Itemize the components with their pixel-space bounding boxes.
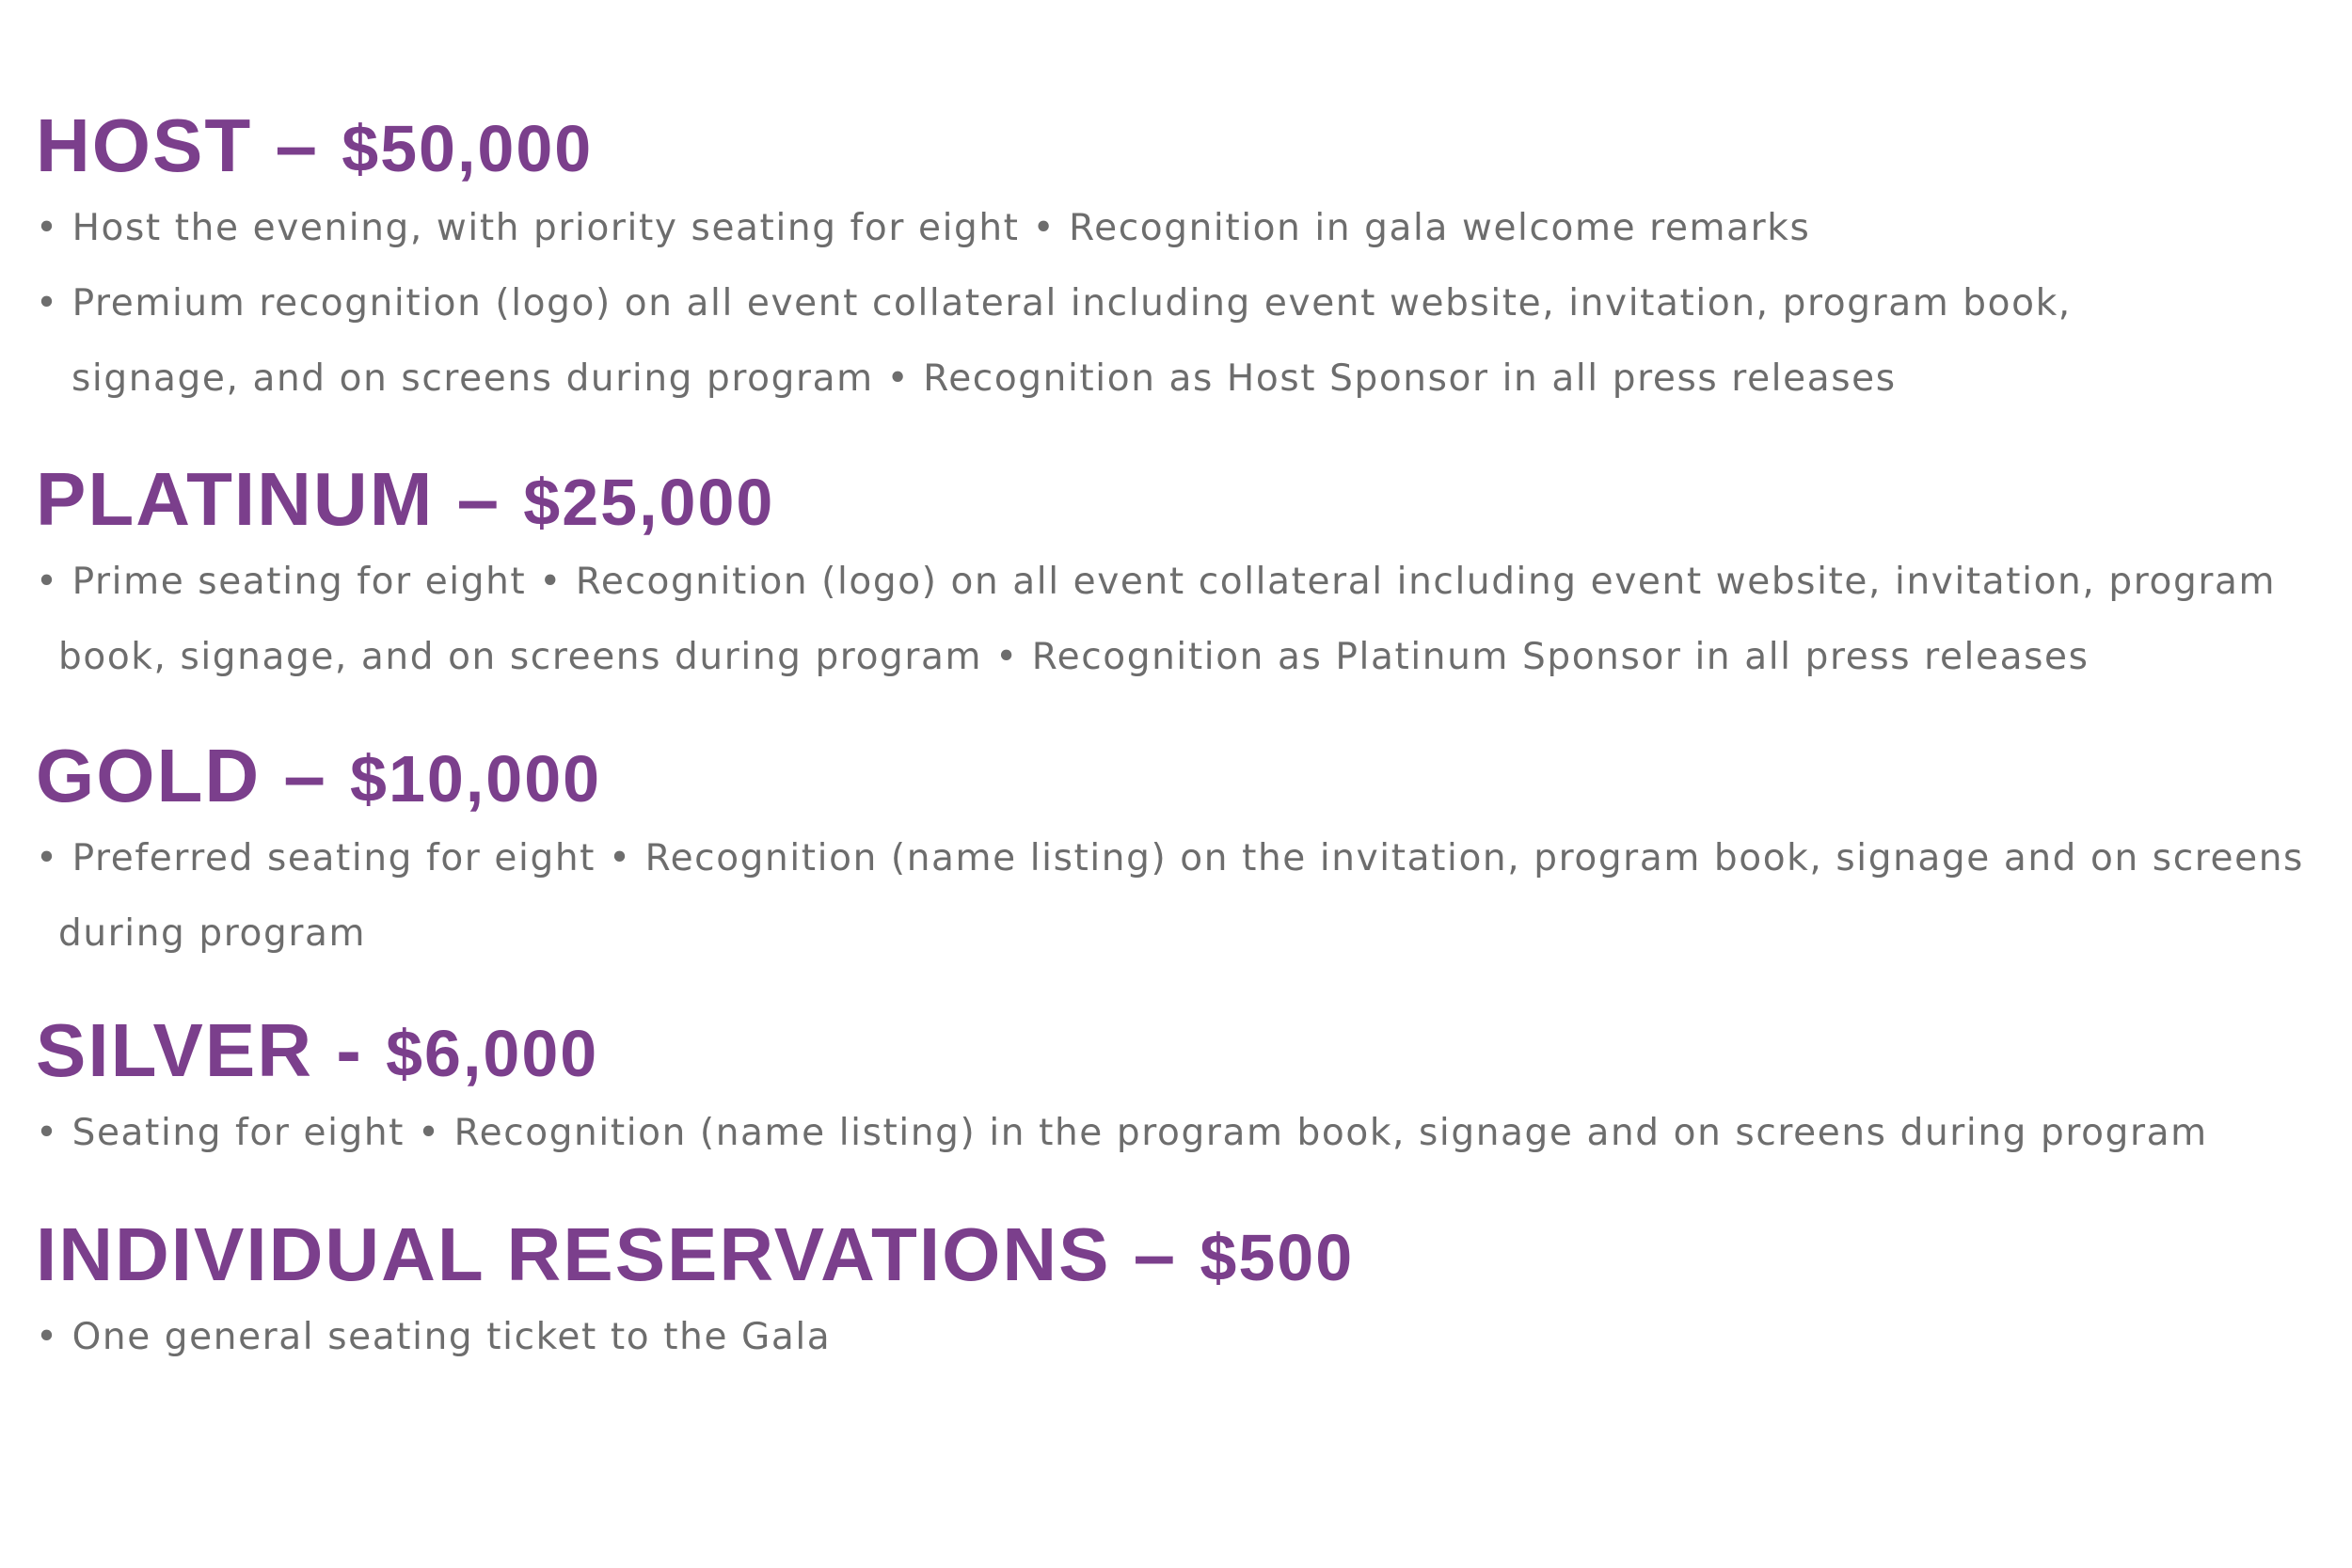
tier-amount: $25,000 xyxy=(523,466,775,539)
tier-benefit-line: book, signage, and on screens during program • Recognition as Platinum Sponsor in all press releases xyxy=(58,636,2090,678)
tier-benefit-line: • Preferred seating for eight • Recognition (name listing) on the invitation, program book, signage and on screens xyxy=(36,837,2304,879)
tier-name: PLATINUM xyxy=(36,457,435,541)
tier-amount: $50,000 xyxy=(342,112,594,185)
tier-benefit-line: during program xyxy=(58,912,367,955)
tier-separator: - xyxy=(313,1008,387,1092)
tier-title xyxy=(36,457,2331,545)
tier-separator: – xyxy=(434,457,524,541)
tier-individual-reservations xyxy=(36,1212,2331,1375)
tier-title xyxy=(36,103,2331,191)
tier-name: HOST xyxy=(36,103,253,187)
tier-title xyxy=(36,1008,2331,1096)
tier-amount: $6,000 xyxy=(386,1017,599,1090)
tier-host xyxy=(36,103,2331,417)
tier-title xyxy=(36,1212,2331,1300)
tier-benefit-line: • Host the evening, with priority seating for eight • Recognition in gala welcome remarks xyxy=(36,207,1811,249)
tier-name: INDIVIDUAL RESERVATIONS xyxy=(36,1212,1111,1296)
tier-separator: – xyxy=(1110,1212,1200,1296)
tier-benefit-line: signage, and on screens during program • Recognition as Host Sponsor in all press releases xyxy=(72,357,1897,400)
tier-amount: $500 xyxy=(1200,1221,1355,1294)
tier-name: SILVER xyxy=(36,1008,314,1092)
tier-benefit-line: • Seating for eight • Recognition (name listing) in the program book, signage and on screens during program xyxy=(36,1112,2208,1154)
tier-amount: $10,000 xyxy=(350,742,602,816)
tier-silver xyxy=(36,1008,2331,1171)
tier-gold xyxy=(36,734,2331,972)
tier-title xyxy=(36,734,2331,821)
tier-name: GOLD xyxy=(36,734,262,817)
tier-benefit-line: • Prime seating for eight • Recognition (logo) on all event collateral including event website, invitation, program xyxy=(36,561,2277,603)
tier-separator: – xyxy=(261,734,351,817)
tier-benefit-line: • One general seating ticket to the Gala xyxy=(36,1316,832,1358)
tier-benefit-line: • Premium recognition (logo) on all event collateral including event website, invitation, program book, xyxy=(36,282,2072,325)
tier-platinum xyxy=(36,457,2331,695)
tier-separator: – xyxy=(252,103,342,187)
